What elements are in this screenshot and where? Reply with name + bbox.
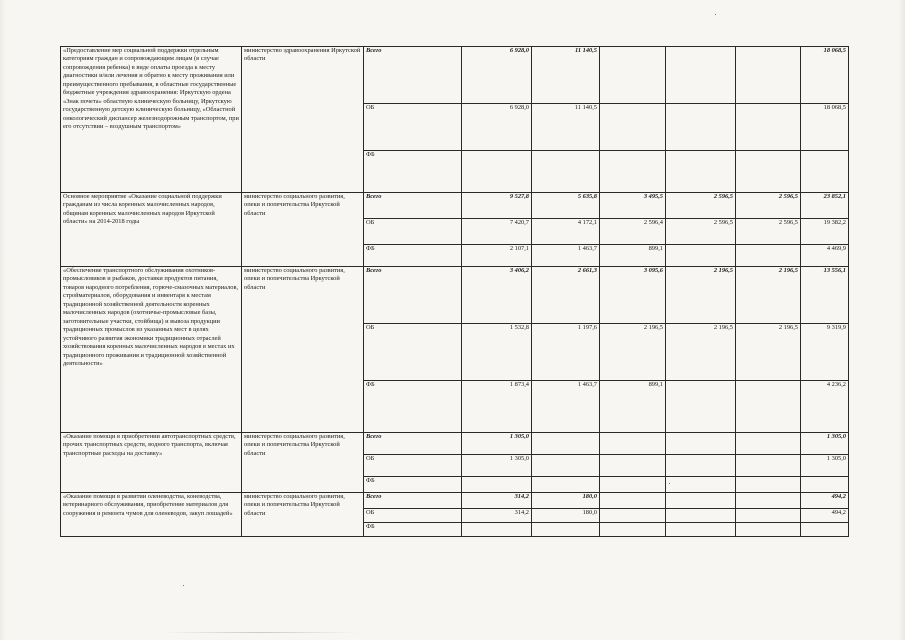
total-amount-cell: 18 068,5 <box>801 104 849 151</box>
total-amount-cell: 9 319,9 <box>801 324 849 381</box>
amount-cell: 1 305,0 <box>462 455 532 477</box>
scan-speck <box>715 14 716 15</box>
total-amount-cell <box>801 151 849 193</box>
budget-table-body <box>61 47 849 537</box>
amount-cell: 2 196,5 <box>736 267 801 324</box>
amount-cell: 2 196,5 <box>600 324 666 381</box>
total-amount-cell: 4 469,9 <box>801 245 849 267</box>
total-amount-cell: 13 556,1 <box>801 267 849 324</box>
funding-source-cell: ФБ <box>364 477 462 493</box>
budget-table <box>60 46 849 537</box>
amount-cell: 3 495,5 <box>600 193 666 219</box>
amount-cell <box>600 493 666 509</box>
amount-cell: 1 197,6 <box>532 324 600 381</box>
funding-source-cell: ОБ <box>364 455 462 477</box>
funding-source-cell: ФБ <box>364 381 462 433</box>
executor-cell: министерство социального развития, опеки и попечительства Иркутской области <box>242 267 364 433</box>
amount-cell <box>736 381 801 433</box>
funding-source-cell: Всего <box>364 493 462 509</box>
funding-source-cell: ФБ <box>364 523 462 537</box>
amount-cell <box>532 433 600 455</box>
amount-cell <box>666 509 736 523</box>
amount-cell: 314,2 <box>462 509 532 523</box>
amount-cell: 2 596,5 <box>666 219 736 245</box>
amount-cell <box>532 151 600 193</box>
amount-cell: 9 527,8 <box>462 193 532 219</box>
amount-cell <box>736 433 801 455</box>
amount-cell <box>600 433 666 455</box>
amount-cell <box>666 477 736 493</box>
amount-cell: 5 635,8 <box>532 193 600 219</box>
amount-cell <box>736 509 801 523</box>
amount-cell <box>600 509 666 523</box>
amount-cell <box>736 104 801 151</box>
table-row <box>61 433 849 455</box>
amount-cell: 7 420,7 <box>462 219 532 245</box>
amount-cell <box>666 381 736 433</box>
amount-cell <box>666 523 736 537</box>
measure-name-cell: «Обеспечение транспортного обслуживания охотников-промысловиков и рыбаков, доставки продуктов питания, товаров народного потребления, горюче-смазочных материалов, стройматериалов, оборудования и инвентаря к местам традиционной хозяйственной деятельности коренных малочисленных народов (охотничье-промысловые базы, заготовительные участки, стойбища) и вывоза продукции традиционных промыслов из указанных мест в целях устойчивого развития экономики традиционных отраслей хозяйствования коренных малочисленных народов в местах их традиционного проживания и традиционной хозяйственной деятельности» <box>61 267 242 433</box>
amount-cell <box>462 151 532 193</box>
amount-cell: 3 406,2 <box>462 267 532 324</box>
funding-source-cell: ОБ <box>364 219 462 245</box>
amount-cell <box>600 523 666 537</box>
amount-cell <box>666 151 736 193</box>
executor-cell: министерство социального развития, опеки и попечительства Иркутской области <box>242 193 364 267</box>
amount-cell: 1 873,4 <box>462 381 532 433</box>
amount-cell: 2 596,5 <box>736 219 801 245</box>
amount-cell <box>532 477 600 493</box>
amount-cell: 11 140,5 <box>532 104 600 151</box>
amount-cell: 899,1 <box>600 381 666 433</box>
amount-cell: 6 928,0 <box>462 104 532 151</box>
total-amount-cell <box>801 523 849 537</box>
amount-cell: 2 196,5 <box>736 324 801 381</box>
total-amount-cell: 1 305,0 <box>801 455 849 477</box>
scan-speck <box>183 585 184 586</box>
amount-cell <box>600 47 666 104</box>
funding-source-cell: Всего <box>364 193 462 219</box>
amount-cell <box>462 523 532 537</box>
amount-cell <box>600 104 666 151</box>
amount-cell: 180,0 <box>532 493 600 509</box>
amount-cell: 2 661,3 <box>532 267 600 324</box>
amount-cell <box>532 455 600 477</box>
amount-cell <box>666 433 736 455</box>
funding-source-cell: ФБ <box>364 245 462 267</box>
amount-cell <box>462 477 532 493</box>
scan-artifact <box>160 632 360 633</box>
amount-cell <box>666 455 736 477</box>
funding-source-cell: ОБ <box>364 324 462 381</box>
total-amount-cell: 494,2 <box>801 493 849 509</box>
amount-cell: 2 596,5 <box>666 193 736 219</box>
amount-cell <box>736 151 801 193</box>
executor-cell: министерство здравоохранения Иркутской области <box>242 47 364 193</box>
table-row <box>61 47 849 104</box>
funding-source-cell: ОБ <box>364 509 462 523</box>
total-amount-cell: 494,2 <box>801 509 849 523</box>
amount-cell: 899,1 <box>600 245 666 267</box>
total-amount-cell: 19 382,2 <box>801 219 849 245</box>
amount-cell: 180,0 <box>532 509 600 523</box>
amount-cell: 314,2 <box>462 493 532 509</box>
amount-cell <box>600 151 666 193</box>
executor-cell: министерство социального развития, опеки и попечительства Иркутской области <box>242 433 364 493</box>
amount-cell <box>736 245 801 267</box>
table-row <box>61 267 849 324</box>
amount-cell: 2 596,4 <box>600 219 666 245</box>
executor-cell: министерство социального развития, опеки и попечительства Иркутской области <box>242 493 364 537</box>
measure-name-cell: Основное мероприятие «Оказание социальной поддержки гражданам из числа коренных малочисленных народов, общинам коренных малочисленных народов Иркутской области» на 2014-2018 годы <box>61 193 242 267</box>
total-amount-cell: 18 068,5 <box>801 47 849 104</box>
table-row <box>61 193 849 219</box>
amount-cell: 11 140,5 <box>532 47 600 104</box>
amount-cell <box>666 245 736 267</box>
amount-cell: 1 463,7 <box>532 381 600 433</box>
funding-source-cell: Всего <box>364 47 462 104</box>
amount-cell: 2 107,1 <box>462 245 532 267</box>
total-amount-cell: 1 305,0 <box>801 433 849 455</box>
amount-cell <box>666 47 736 104</box>
amount-cell <box>736 455 801 477</box>
amount-cell: 2 596,5 <box>736 193 801 219</box>
amount-cell <box>600 455 666 477</box>
amount-cell: 1 305,0 <box>462 433 532 455</box>
measure-name-cell: «Предоставление мер социальной поддержки отдельным категориям граждан и сопровождающим лицам (в случае сопровождения ребенка) в виде оплаты проезда к месту диагностики и/или лечения и обратно к месту проживания или преимущественного пребывания, в областные государственные бюджетные учреждения здравоохранения: Иркутскую ордена «Знак почета» областную клиническую больницу, Иркутскую государственную детскую клиническую больницу, «Областной онкологический диспансер железнодорожным транспортом, при его отсутствии – воздушным транспортом» <box>61 47 242 193</box>
measure-name-cell: «Оказание помощи в приобретении автотранспортных средств, прочих транспортных средств, водного транспорта, включая транспортные расходы на доставку» <box>61 433 242 493</box>
scan-speck <box>669 483 670 484</box>
amount-cell <box>736 47 801 104</box>
table-row <box>61 493 849 509</box>
measure-name-cell: «Оказание помощи в развитии оленеводства, коневодства, ветеринарного обслуживания, приобретение материалов для сооружения и ремонта чумов для оленеводов, закуп лошадей» <box>61 493 242 537</box>
amount-cell: 6 928,0 <box>462 47 532 104</box>
amount-cell: 1 532,8 <box>462 324 532 381</box>
total-amount-cell: 23 852,1 <box>801 193 849 219</box>
amount-cell <box>532 523 600 537</box>
amount-cell <box>666 104 736 151</box>
amount-cell <box>736 493 801 509</box>
amount-cell: 1 463,7 <box>532 245 600 267</box>
total-amount-cell: 4 236,2 <box>801 381 849 433</box>
amount-cell: 2 196,5 <box>666 267 736 324</box>
amount-cell: 3 095,6 <box>600 267 666 324</box>
amount-cell: 2 196,5 <box>666 324 736 381</box>
amount-cell <box>736 523 801 537</box>
total-amount-cell <box>801 477 849 493</box>
funding-source-cell: ОБ <box>364 104 462 151</box>
amount-cell <box>736 477 801 493</box>
funding-source-cell: ФБ <box>364 151 462 193</box>
amount-cell: 4 172,1 <box>532 219 600 245</box>
amount-cell <box>600 477 666 493</box>
amount-cell <box>666 493 736 509</box>
funding-source-cell: Всего <box>364 267 462 324</box>
funding-source-cell: Всего <box>364 433 462 455</box>
